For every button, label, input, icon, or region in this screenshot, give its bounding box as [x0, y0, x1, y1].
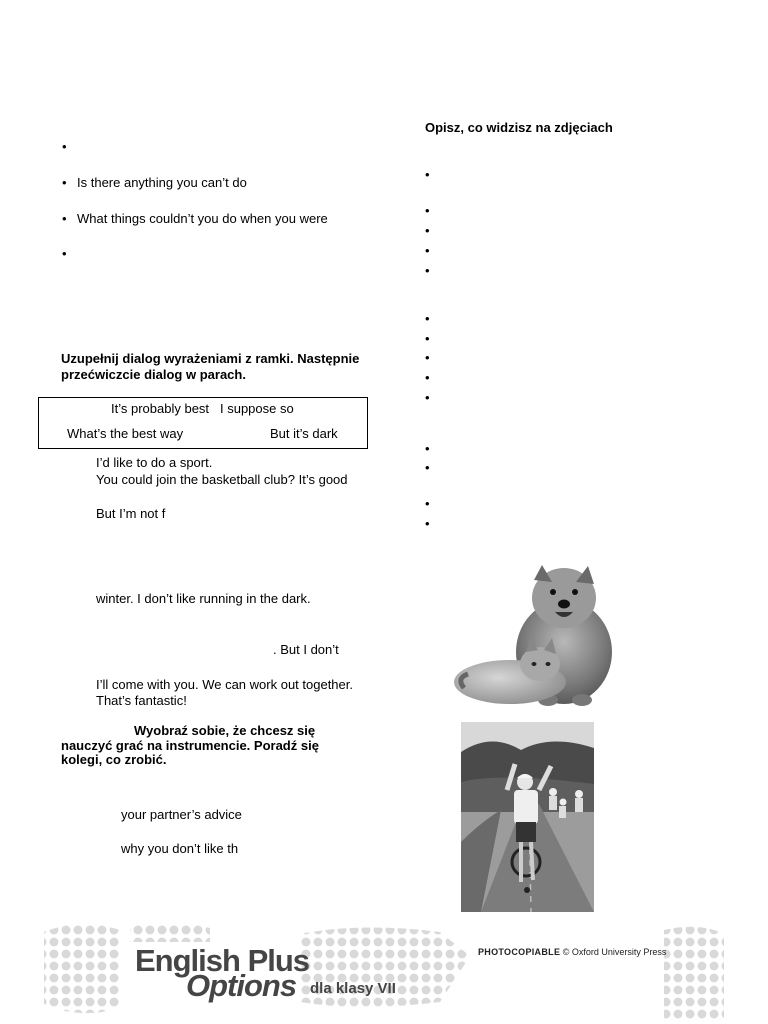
phrase-1: It’s probably best: [111, 401, 210, 416]
bullet-dot: •: [425, 331, 430, 346]
bullet-dot: •: [425, 496, 430, 511]
task3-heading-cont: nauczyć grać na instrumencie. Poradź się: [61, 738, 319, 753]
bullet-dot: •: [425, 350, 430, 365]
bullet-dot: •: [425, 243, 430, 258]
publisher-footer: [0, 912, 768, 1024]
photocopiable-notice: [478, 947, 666, 957]
question-1: Is there anything you can’t do: [77, 175, 247, 190]
dialog-line: That’s fantastic!: [96, 693, 187, 708]
bullet-dot: •: [62, 246, 67, 261]
bullet-dot: •: [62, 175, 67, 190]
grade-label: dla klasy VII: [310, 980, 396, 997]
bullet-dot: •: [425, 390, 430, 405]
copyright-label: © Oxford University Press: [562, 947, 667, 957]
brand-logo-line1: English Plus: [135, 943, 310, 978]
bullet-dot: •: [425, 263, 430, 278]
bullet-dot: •: [62, 211, 67, 226]
task2-heading: Uzupełnij dialog wyrażeniami z ramki. Następnie: [61, 351, 360, 366]
bullet-dot: •: [62, 139, 67, 154]
prompt-2: why you don’t like th: [121, 841, 239, 856]
bullet-dot: •: [425, 167, 430, 182]
dialog-line: I’d like to do a sport.: [96, 455, 213, 470]
question-2: What things couldn’t you do when you were: [77, 211, 328, 226]
dialog-line: winter. I don’t like running in the dark.: [96, 591, 311, 606]
dialog-line: But I’m not f: [96, 506, 166, 521]
bullet-dot: •: [425, 311, 430, 326]
dog-and-cat-photo: [452, 560, 632, 710]
dialog-line: I’ll come with you. We can work out together.: [96, 677, 353, 692]
decorative-pattern: [0, 912, 768, 1024]
task3-heading: Wyobraź sobie, że chcesz się: [134, 723, 316, 738]
bullet-dot: •: [425, 516, 430, 531]
bullet-dot: •: [425, 370, 430, 385]
prompt-1: your partner’s advice: [121, 807, 242, 822]
photocopiable-label: PHOTOCOPIABLE: [478, 947, 561, 957]
task-heading-photos: Opisz, co widzisz na zdjęciach: [425, 120, 613, 135]
dialog-line: You could join the basketball club? It’s good: [96, 472, 348, 487]
bullet-dot: •: [425, 460, 430, 475]
phrase-4: But it’s dark: [270, 426, 338, 441]
dialog-line: . But I don’t: [273, 642, 339, 657]
task3-heading-cont: kolegi, co zrobić.: [61, 752, 167, 767]
bullet-dot: •: [425, 223, 430, 238]
brand-logo-line2: Options: [186, 968, 297, 1003]
task2-heading-cont: przećwiczcie dialog w parach.: [61, 367, 246, 382]
phrase-3: What’s the best way: [67, 426, 184, 441]
bullet-dot: •: [425, 441, 430, 456]
cyclists-photo: [461, 722, 594, 912]
bullet-dot: •: [425, 203, 430, 218]
phrase-2: I suppose so: [220, 401, 294, 416]
